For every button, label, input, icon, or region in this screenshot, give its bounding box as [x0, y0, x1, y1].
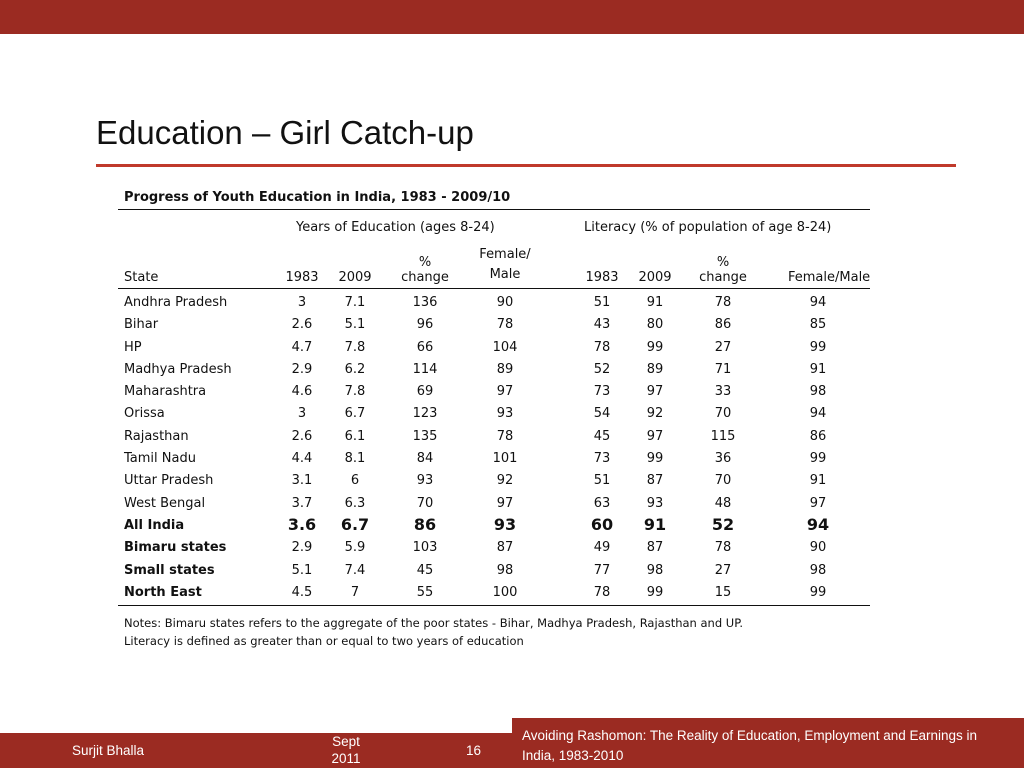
table-cell: 101 [492, 451, 518, 467]
table-row [118, 336, 870, 358]
slide-title: Education – Girl Catch-up [96, 114, 474, 151]
column-header: Female/ Male [479, 247, 531, 282]
table-cell: 78 [593, 339, 611, 355]
table-cell: 91 [646, 295, 664, 310]
table-row [118, 492, 870, 514]
table-cell: 5.9 [344, 540, 366, 556]
column-header: % change [401, 255, 449, 285]
state-name: Madhya Pradesh [124, 361, 232, 377]
table-cell: 71 [714, 361, 732, 377]
table-cell: 6.1 [344, 428, 366, 444]
state-name: All India [124, 517, 185, 533]
table-cell: 2.9 [291, 361, 313, 377]
state-name: Tamil Nadu [124, 451, 196, 467]
table-cell: 5.1 [291, 562, 313, 578]
table-cell: 73 [593, 384, 611, 400]
table-cell: 99 [809, 584, 827, 600]
state-name: Andhra Pradesh [124, 295, 228, 310]
table-row [118, 313, 870, 335]
table-cell: 77 [593, 562, 611, 578]
footer-talk-title: Avoiding Rashomon: The Reality of Education, Employment and Earnings in India, 1983-2010 [522, 728, 978, 763]
table-row [118, 358, 870, 380]
table-cell: 69 [416, 384, 434, 400]
table-cell: 51 [593, 295, 611, 310]
table-cell: 97 [496, 384, 514, 400]
table-cell: 86 [413, 514, 437, 534]
table-cell: 84 [416, 451, 434, 467]
table-row [118, 514, 870, 536]
table-row [118, 447, 870, 469]
table-cell: 99 [809, 339, 827, 355]
table-cell: 103 [412, 540, 438, 556]
table-cell: 45 [593, 428, 611, 444]
table-row [118, 581, 870, 603]
table-cell: 96 [416, 317, 434, 333]
table-cell: 93 [416, 473, 434, 489]
table-cell: 3 [297, 406, 307, 422]
title-underline [96, 164, 956, 167]
table-cell: 3.1 [291, 473, 313, 489]
state-name: Uttar Pradesh [124, 473, 214, 489]
table-cell: 78 [714, 295, 732, 310]
column-header: State [124, 270, 159, 285]
column-header: 2009 [638, 270, 672, 285]
table-row [118, 425, 870, 447]
table-cell: 48 [714, 495, 732, 511]
table-row [118, 536, 870, 558]
table-cell: 6.7 [340, 514, 370, 534]
table-cell: 15 [714, 584, 732, 600]
education-table [118, 190, 870, 650]
footer-author: Surjit Bhalla [72, 743, 145, 758]
table-cell: 7.4 [344, 562, 366, 578]
table-cell: 91 [643, 514, 667, 534]
table-cell: 78 [593, 584, 611, 600]
note-line: Notes: Bimaru states refers to the aggregate of the poor states - Bihar, Madhya Pradesh, Rajasthan and UP. [124, 616, 744, 631]
table-cell: 3.6 [287, 514, 317, 534]
table-cell: 87 [496, 540, 514, 556]
table-cell: 92 [646, 406, 664, 422]
table-row [118, 380, 870, 402]
table-cell: 98 [809, 562, 827, 578]
table-cell: 123 [412, 406, 438, 422]
table-cell: 8.1 [344, 451, 366, 467]
column-header: 1983 [285, 270, 319, 285]
footer-page-number: 16 [466, 743, 482, 758]
table-cell: 97 [646, 428, 664, 444]
table-cell: 91 [809, 361, 827, 377]
table-cell: 99 [809, 451, 827, 467]
table-cell: 99 [646, 451, 664, 467]
table-cell: 94 [806, 514, 830, 534]
table-cell: 6.2 [344, 361, 366, 377]
table-cell: 85 [809, 317, 827, 333]
table-cell: 73 [593, 451, 611, 467]
table-cell: 115 [710, 428, 736, 444]
state-name: Maharashtra [124, 384, 207, 400]
table-row [118, 402, 870, 424]
state-name: Rajasthan [124, 428, 189, 444]
table-row [118, 469, 870, 491]
table-cell: 66 [416, 339, 434, 355]
table-cell: 87 [646, 473, 664, 489]
table-cell: 100 [492, 584, 518, 600]
table-cell: 135 [412, 428, 438, 444]
table-cell: 4.6 [291, 384, 313, 400]
table-header [118, 240, 870, 289]
table-body [118, 289, 870, 606]
table-cell: 63 [593, 495, 611, 511]
table-cell: 98 [809, 384, 827, 400]
table-cell: 97 [809, 495, 827, 511]
table-cell: 45 [416, 562, 434, 578]
table-cell: 51 [593, 473, 611, 489]
column-header: 2009 [338, 270, 372, 285]
table-cell: 89 [646, 361, 664, 377]
table-notes [118, 606, 870, 650]
table-cell: 98 [496, 562, 514, 578]
table-cell: 6 [350, 473, 360, 489]
table-cell: 4.5 [291, 584, 313, 600]
table-cell: 70 [714, 473, 732, 489]
group-years-education: Years of Education (ages 8-24) [296, 220, 495, 235]
table-cell: 7.8 [344, 339, 366, 355]
table-cell: 49 [593, 540, 611, 556]
table-cell: 60 [590, 514, 614, 534]
table-cell: 86 [714, 317, 732, 333]
table-cell: 94 [809, 295, 827, 310]
column-header: Female/Male [788, 270, 871, 285]
table-cell: 70 [714, 406, 732, 422]
table-cell: 7.1 [344, 295, 366, 310]
state-name: Bihar [124, 317, 159, 333]
table-cell: 27 [714, 562, 732, 578]
column-header: % change [699, 255, 747, 285]
table-cell: 93 [646, 495, 664, 511]
table-cell: 33 [714, 384, 732, 400]
table-cell: 4.7 [291, 339, 313, 355]
table-cell: 78 [496, 317, 514, 333]
table-cell: 6.3 [344, 495, 366, 511]
table-cell: 2.6 [291, 317, 313, 333]
table-cell: 98 [646, 562, 664, 578]
table-caption: Progress of Youth Education in India, 1983 - 2009/10 [118, 190, 870, 210]
table-cell: 7 [350, 584, 360, 600]
table-cell: 92 [496, 473, 514, 489]
table-cell: 55 [416, 584, 434, 600]
table-cell: 86 [809, 428, 827, 444]
table-cell: 93 [496, 406, 514, 422]
table-cell: 91 [809, 473, 827, 489]
column-header: 1983 [585, 270, 619, 285]
state-name: Bimaru states [124, 540, 227, 556]
table-cell: 104 [492, 339, 518, 355]
table-row [118, 291, 870, 313]
table-cell: 70 [416, 495, 434, 511]
table-cell: 3.7 [291, 495, 313, 511]
table-cell: 52 [593, 361, 611, 377]
table-row [118, 559, 870, 581]
table-cell: 3 [297, 295, 307, 310]
group-literacy: Literacy (% of population of age 8-24) [584, 220, 832, 235]
note-line: Literacy is defined as greater than or equal to two years of education [124, 634, 524, 649]
state-name: Small states [124, 562, 215, 578]
table-cell: 7.8 [344, 384, 366, 400]
table-cell: 94 [809, 406, 827, 422]
table-cell: 2.9 [291, 540, 313, 556]
top-bar [0, 0, 1024, 34]
table-cell: 99 [646, 339, 664, 355]
table-cell: 43 [593, 317, 611, 333]
table-cell: 5.1 [344, 317, 366, 333]
state-name: North East [124, 584, 202, 600]
table-cell: 89 [496, 361, 514, 377]
state-name: Orissa [124, 406, 165, 422]
table-cell: 54 [593, 406, 611, 422]
table-cell: 52 [711, 514, 735, 534]
table-cell: 97 [646, 384, 664, 400]
table-cell: 99 [646, 584, 664, 600]
table-cell: 4.4 [291, 451, 313, 467]
table-cell: 80 [646, 317, 664, 333]
table-cell: 6.7 [344, 406, 366, 422]
table-cell: 90 [809, 540, 827, 556]
table-cell: 136 [412, 295, 438, 310]
state-name: HP [124, 339, 142, 355]
table-cell: 78 [714, 540, 732, 556]
table-cell: 97 [496, 495, 514, 511]
table-cell: 36 [714, 451, 732, 467]
table-cell: 78 [496, 428, 514, 444]
footer-date: Sept 2011 [331, 734, 361, 766]
table-cell: 93 [493, 514, 517, 534]
table-cell: 27 [714, 339, 732, 355]
state-name: West Bengal [124, 495, 206, 511]
table-cell: 90 [496, 295, 514, 310]
table-cell: 114 [412, 361, 438, 377]
table-cell: 2.6 [291, 428, 313, 444]
table-cell: 87 [646, 540, 664, 556]
